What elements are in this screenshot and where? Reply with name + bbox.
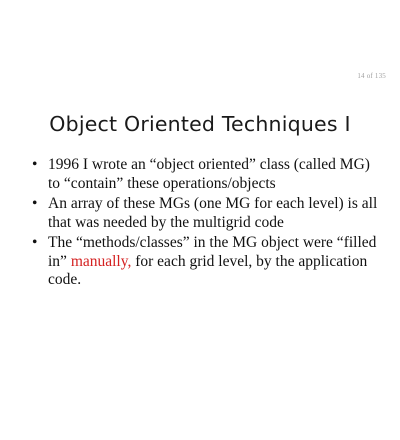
highlighted-word: manually, <box>70 252 132 270</box>
bullet-marker: • <box>32 156 38 173</box>
bullet-text: 1996 I wrote an “object oriented” class (called MG) to “contain” these operations/objects <box>48 156 370 192</box>
bullet-item <box>30 234 382 290</box>
bullet-marker: • <box>32 195 38 212</box>
bullet-item <box>30 195 382 232</box>
page-number: 14 of 135 <box>357 72 386 80</box>
bullet-list <box>30 156 382 292</box>
bullet-item <box>30 156 382 193</box>
slide-title: Object Oriented Techniques I <box>49 112 351 136</box>
bullet-text-end: for each grid level, by the application code. <box>48 252 368 288</box>
bullet-text-start: The “methods/classes” in the MG object were “filled in” <box>48 234 377 270</box>
bullet-marker: • <box>32 234 38 251</box>
bullet-text: An array of these MGs (one MG for each level) is all that was needed by the multigrid code <box>48 195 378 231</box>
